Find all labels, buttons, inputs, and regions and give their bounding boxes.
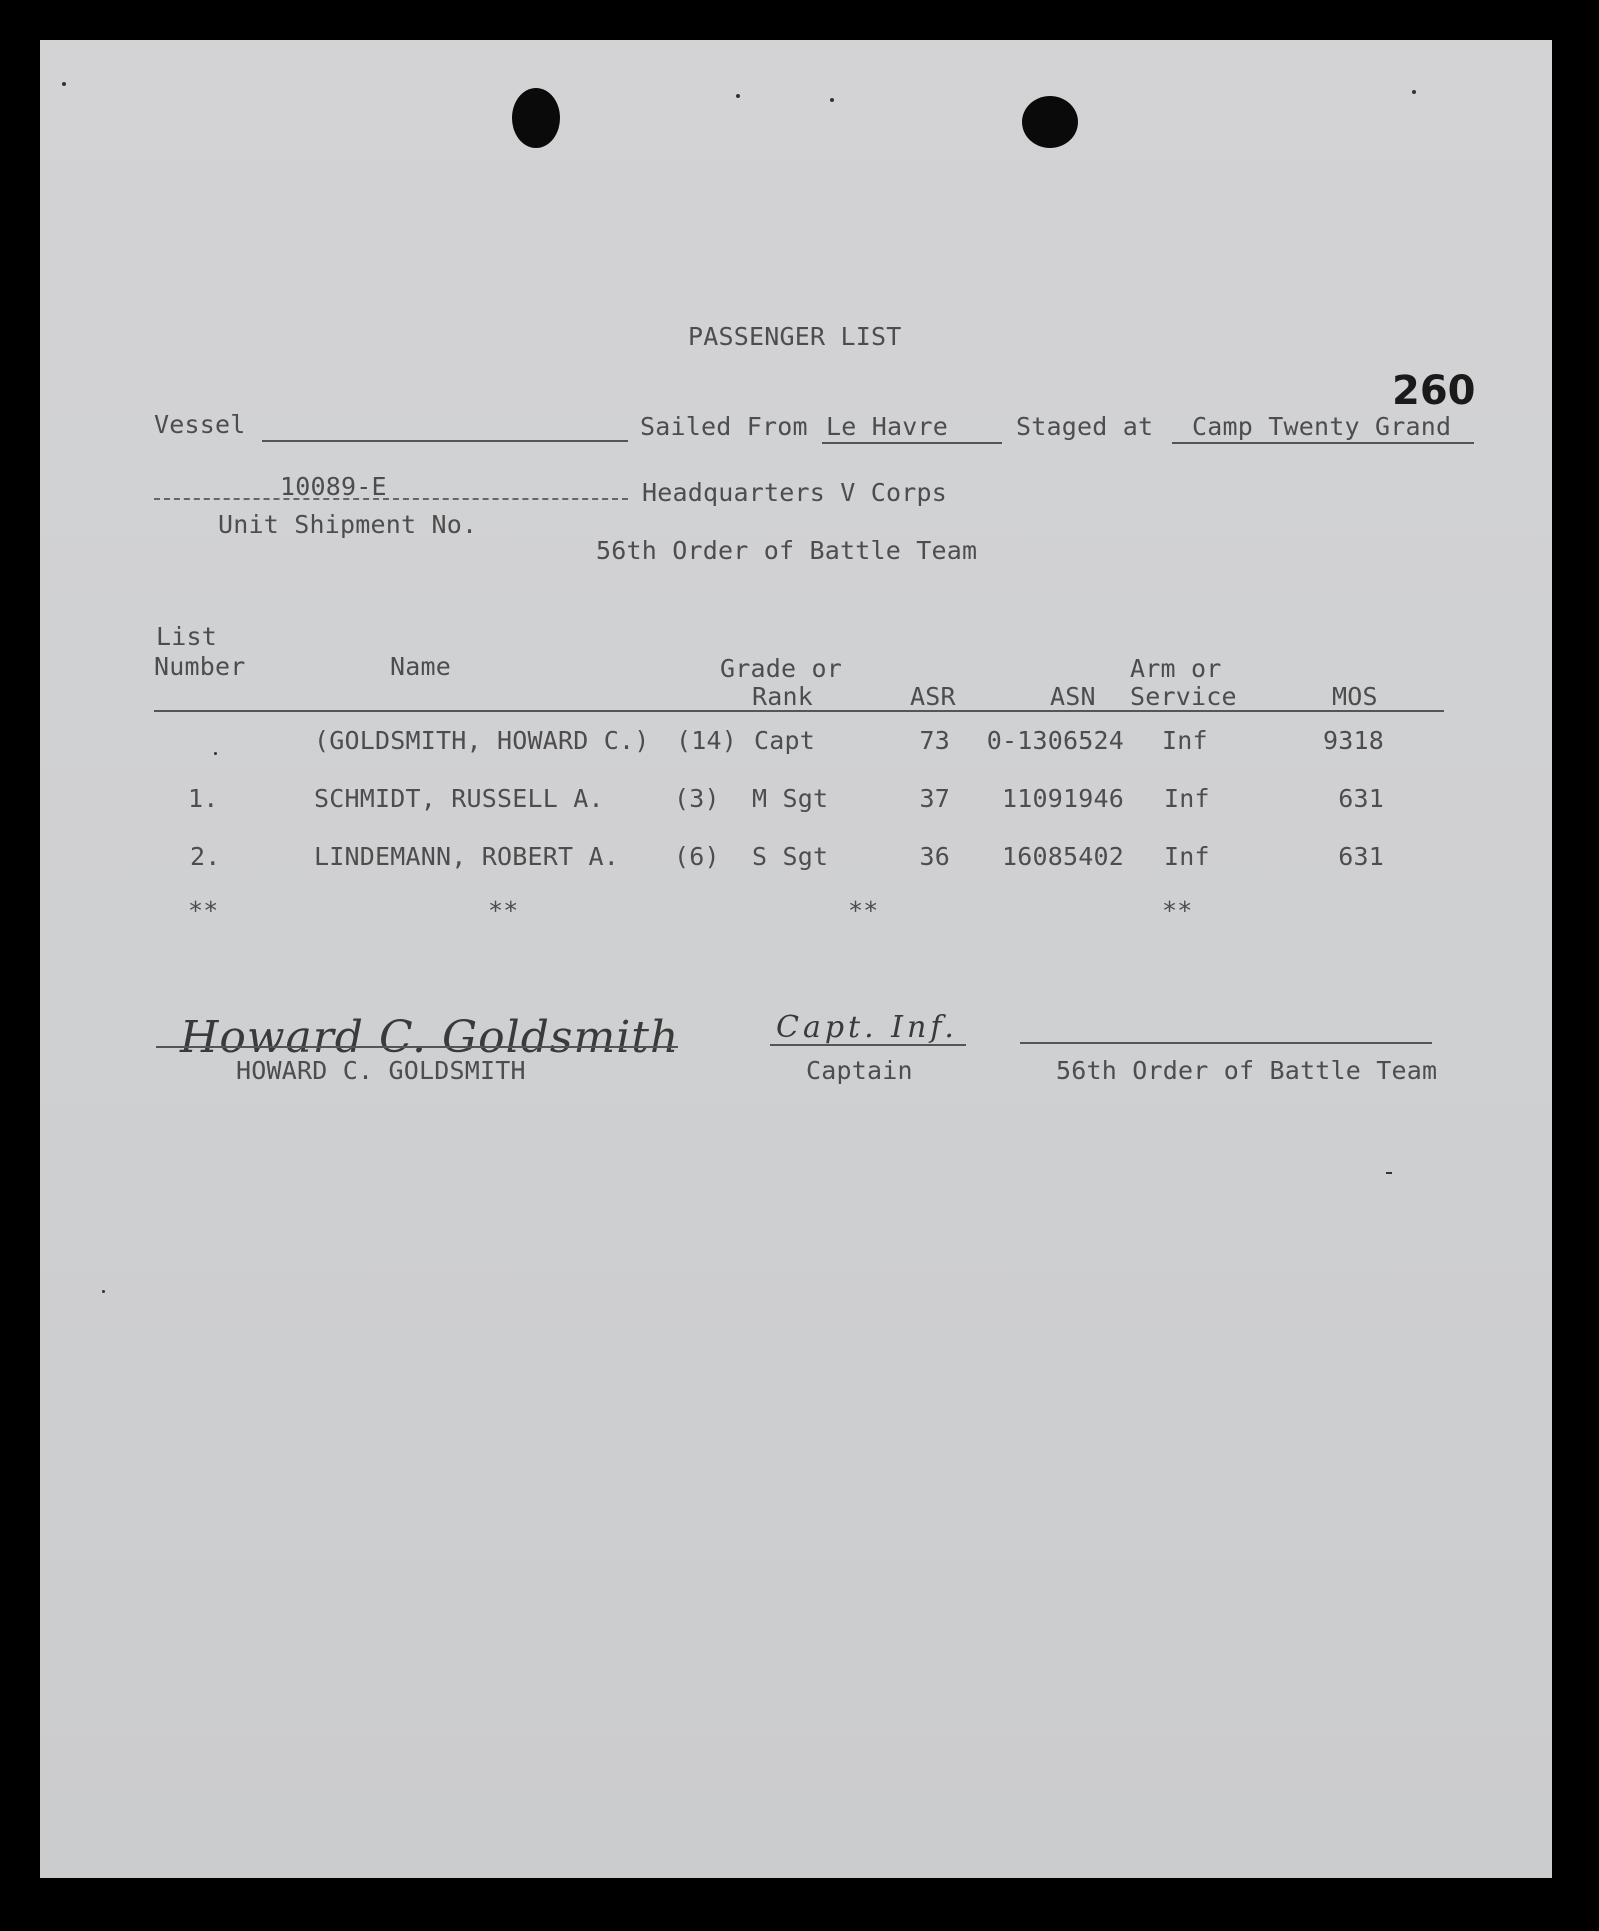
paper-speck — [830, 98, 834, 102]
col-name-label: Name — [390, 652, 452, 681]
sailed-from-label: Sailed From — [640, 412, 808, 441]
table-row-mos: 631 — [1338, 842, 1384, 871]
col-number-label: Number — [154, 652, 246, 681]
col-rank-label: Rank — [752, 682, 814, 711]
table-row-asr: 73 — [919, 726, 950, 755]
table-row-arm: Inf — [1164, 784, 1210, 813]
table-row-mos: 9318 — [1322, 726, 1384, 755]
end-mark: ** — [1162, 896, 1193, 925]
end-mark: ** — [488, 896, 519, 925]
end-mark: ** — [848, 896, 879, 925]
table-row-asn: 11091946 — [1001, 784, 1124, 813]
col-arm-label: Arm or — [1130, 654, 1222, 683]
paper-speck — [736, 94, 740, 98]
paper-speck — [102, 1290, 105, 1293]
table-row-name: SCHMIDT, RUSSELL A. — [314, 784, 604, 813]
organization: Headquarters V Corps — [642, 478, 948, 507]
col-grade-label: Grade or — [720, 654, 843, 683]
col-service-label: Service — [1130, 682, 1237, 711]
table-row-arm: Inf — [1162, 726, 1208, 755]
table-row-asn: 0-1306524 — [986, 726, 1124, 755]
vessel-label: Vessel — [154, 410, 246, 439]
end-mark: ** — [188, 896, 219, 925]
paper-speck — [62, 82, 66, 86]
row-marker-dot — [214, 752, 217, 755]
handwritten-rank: Capt. Inf. — [776, 1010, 958, 1045]
table-row-code: (14) — [676, 726, 738, 755]
staged-at-label: Staged at — [1016, 412, 1154, 441]
paper-speck — [1386, 1172, 1392, 1174]
table-row-number: 1. — [188, 784, 219, 813]
signer-rank: Captain — [806, 1056, 913, 1085]
table-row-grade: S Sgt — [752, 842, 829, 871]
col-list-label: List — [156, 622, 218, 651]
vessel-underline — [262, 440, 628, 442]
punch-hole-left — [512, 88, 560, 148]
col-mos-label: MOS — [1332, 682, 1378, 711]
punch-hole-right — [1022, 96, 1078, 148]
table-row-name: LINDEMANN, ROBERT A. — [314, 842, 620, 871]
page-number-stamp: 260 — [1392, 368, 1476, 414]
table-row-asr: 36 — [919, 842, 950, 871]
unit-shipment-number: 10089-E — [280, 472, 387, 501]
table-row-asr: 37 — [919, 784, 950, 813]
table-row-name: (GOLDSMITH, HOWARD C.) — [314, 726, 650, 755]
table-row-arm: Inf — [1164, 842, 1210, 871]
rank-line — [770, 1044, 966, 1046]
table-row-grade: Capt — [754, 726, 816, 755]
signer-unit: 56th Order of Battle Team — [1056, 1056, 1438, 1085]
team-name: 56th Order of Battle Team — [596, 536, 978, 565]
staged-at-underline — [1172, 442, 1474, 444]
document-page — [40, 40, 1552, 1878]
table-row-number: 2. — [190, 842, 221, 871]
col-asn-label: ASN — [1050, 682, 1096, 711]
unit-line — [1020, 1042, 1432, 1044]
table-header-rule — [154, 710, 1444, 712]
col-asr-label: ASR — [910, 682, 956, 711]
staged-at-value: Camp Twenty Grand — [1192, 412, 1452, 441]
table-row-asn: 16085402 — [1001, 842, 1124, 871]
unit-shipment-label: Unit Shipment No. — [218, 510, 478, 539]
unit-shipment-underline — [154, 498, 628, 500]
table-row-code: (6) — [674, 842, 720, 871]
signer-typed-name: HOWARD C. GOLDSMITH — [236, 1056, 526, 1085]
paper-speck — [1412, 90, 1416, 94]
table-row-mos: 631 — [1338, 784, 1384, 813]
document-title: PASSENGER LIST — [688, 322, 902, 351]
sailed-from-underline — [822, 442, 1002, 444]
signature-line — [156, 1046, 678, 1048]
table-row-code: (3) — [674, 784, 720, 813]
sailed-from-value: Le Havre — [826, 412, 949, 441]
handwritten-signature: Howard C. Goldsmith — [180, 1012, 680, 1063]
table-row-grade: M Sgt — [752, 784, 829, 813]
